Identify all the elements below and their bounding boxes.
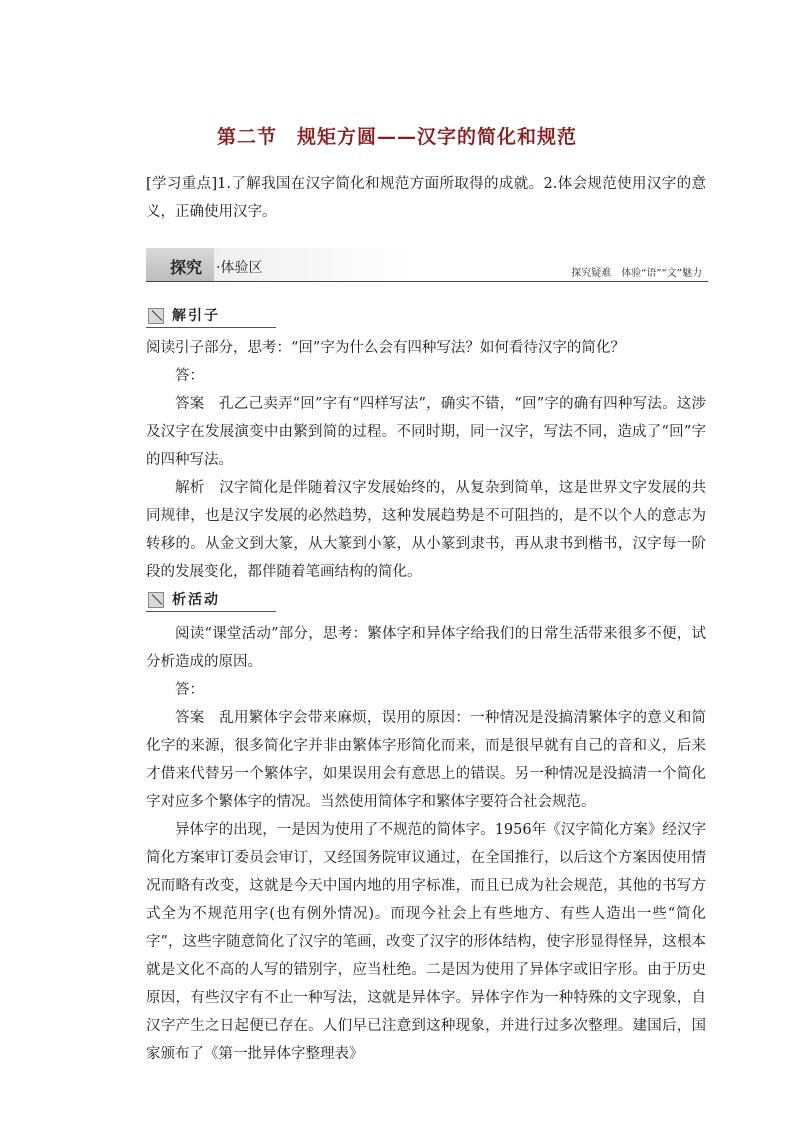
section-heading-activity — [146, 588, 276, 612]
key-points — [146, 170, 706, 226]
answer-2: 答案 乱用繁体字会带来麻烦，误用的原因：一种情况是没搞清繁体字的意义和简化字的来源，很多简化字并非由繁体字形简化而来，而是很早就有自己的音和义，后来才借来代替另一个繁体字，如果误用会有意思上的错误。另一种情况是没搞清一个简化字对应多个繁体字的情况。当然使用简体字和繁体字要符合社会规范。 — [146, 710, 706, 810]
section-heading-text: 析活动 — [172, 592, 220, 608]
banner-sub-label: ·体验区 — [216, 260, 263, 276]
explore-banner — [146, 248, 708, 282]
answer-2-continued: 异体字的出现，一是因为使用了不规范的简体字。1956年《汉字简化方案》经汉字简化方案审订委员会审订，又经国务院审议通过，在全国推行，以后这个方案因使用情况而略有改变，这就是今天中国内地的用字标准，而且已成为社会规范，其他的书写方式全为不规范用字(也有例外情况)。而现今社会上有些地方、有些人造出一些“简化字”，这些字随意简化了汉字的笔画，改变了汉字的形体结构，使字形显得怪异，这根本就是文化不高的人写的错别字，应当杜绝。二是因为使用了异体字或旧字形。由于历史原因，有些汉字有不止一种写法，这就是异体字。异体字作为一种特殊的文字现象，自汉字产生之日起便已存在。人们早已注意到这种现象，并进行过多次整理。建国后，国家颁布了《第一批异体字整理表》 — [146, 822, 706, 1062]
answer-prompt-2: 答： — [175, 682, 204, 698]
banner-tab-label: 探究 — [170, 258, 203, 277]
section-heading-text: 解引子 — [172, 308, 220, 324]
analysis-1: 解析 汉字简化是伴随着汉字发展始终的，从复杂到简单，这是世界文字发展的共同规律，也是汉字发展的必然趋势，这种发展趋势是不可阻挡的，是不以个人的意志为转移的。从金文到大篆，从大篆到小篆，从小篆到隶书，再从隶书到楷书，汉字每一阶段的发展变化，都伴随着笔画结构的简化。 — [146, 480, 706, 580]
page-title: 第二节 规矩方圆——汉字的简化和规范 — [216, 126, 577, 148]
section-marker-icon — [148, 308, 164, 324]
banner-tab — [146, 248, 214, 282]
answer-prompt-1: 答： — [175, 368, 204, 384]
section-underline — [146, 611, 276, 612]
banner-rule — [146, 281, 708, 282]
key-points-label: [学习重点] — [146, 176, 218, 192]
answer-1: 答案 孔乙己卖弄“回”字有“四样写法”，确实不错，“回”字的确有四种写法。这涉及汉字在发展演变中由繁到简的过程。不同时期，同一汉字，写法不同，造成了“回”字的四种写法。 — [146, 396, 706, 468]
question-1: 阅读引子部分，思考：“回”字为什么会有四种写法？如何看待汉字的简化？ — [146, 340, 625, 356]
section-heading-intro — [146, 304, 276, 328]
key-points-text: 1.了解我国在汉字简化和规范方面所取得的成就。2.体会规范使用汉字的意义，正确使用汉字。 — [146, 176, 706, 220]
question-2: 阅读“课堂活动”部分，思考：繁体字和异体字给我们的日常生活带来很多不便，试分析造成的原因。 — [146, 626, 706, 670]
section-marker-icon — [148, 592, 164, 608]
section-underline — [146, 327, 276, 328]
banner-right-text: 探究疑难 体验“语”“文”魅力 — [571, 268, 702, 279]
